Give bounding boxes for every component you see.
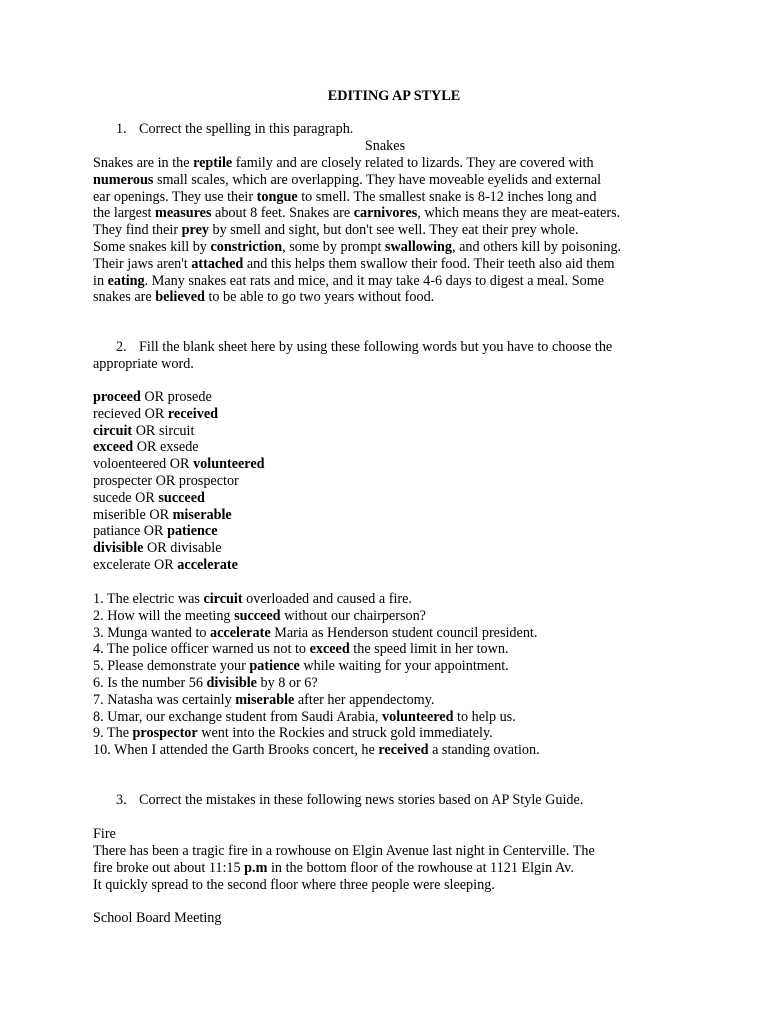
- bold-term: miserable: [235, 691, 295, 708]
- bold-term: succeed: [158, 489, 205, 506]
- sentence-item: [93, 725, 540, 742]
- story-line: [93, 860, 595, 877]
- text-run: after her appendectomy.: [294, 691, 435, 708]
- story-line: [93, 877, 595, 894]
- text-run: by smell and sight, but don't see well. They eat their prey whole.: [208, 222, 579, 239]
- story1-title: Fire: [93, 826, 116, 842]
- q1-heading: [116, 121, 353, 138]
- text-run: OR exsede: [133, 439, 199, 456]
- sentence-item: [93, 591, 540, 608]
- text-run: recieved OR: [93, 405, 168, 422]
- text-run: patiance OR: [93, 523, 168, 540]
- q1-subtitle: Snakes: [364, 138, 406, 154]
- bold-term: reptile: [193, 155, 233, 171]
- q3-instruction: Correct the mistakes in these following news stories based on AP Style Guide.: [139, 792, 584, 808]
- text-run: 3. Munga wanted to: [93, 624, 211, 641]
- bold-term: received: [378, 742, 429, 759]
- text-run: in the bottom floor of the rowhouse at 1121 Elgin Av.: [267, 859, 574, 876]
- bold-term: carnivores: [353, 205, 418, 222]
- bold-term: swallowing: [385, 238, 453, 255]
- text-run: snakes are: [93, 289, 156, 306]
- paragraph-line: [93, 155, 621, 172]
- text-run: , and others kill by poisoning.: [452, 238, 622, 255]
- word-pair: [93, 423, 265, 440]
- bold-term: constriction: [210, 238, 283, 255]
- text-run: while waiting for your appointment.: [299, 658, 509, 675]
- q1-instruction: Correct the spelling in this paragraph.: [139, 121, 354, 137]
- bold-term: tongue: [256, 188, 298, 205]
- bold-term: succeed: [234, 607, 281, 624]
- paragraph-line: [93, 189, 621, 206]
- text-run: 5. Please demonstrate your: [93, 658, 250, 675]
- text-run: the speed limit in her town.: [349, 641, 509, 658]
- bold-term: attached: [191, 255, 244, 272]
- sentence-item: [93, 692, 540, 709]
- word-pair: [93, 389, 265, 406]
- text-run: OR divisable: [143, 540, 222, 557]
- word-pair: [93, 507, 265, 524]
- bold-term: divisible: [206, 674, 257, 691]
- story-line: [93, 843, 595, 860]
- bold-term: p.m: [244, 859, 268, 876]
- text-run: fire broke out about 11:15: [93, 859, 245, 876]
- text-run: small scales, which are overlapping. They have moveable eyelids and external: [153, 171, 602, 188]
- paragraph-line: [93, 273, 621, 290]
- bold-term: circuit: [93, 422, 133, 439]
- bold-term: believed: [155, 289, 205, 306]
- bold-term: accelerate: [210, 624, 271, 641]
- text-run: There has been a tragic fire in a rowhouse on Elgin Avenue last night in Centerville. The: [93, 843, 595, 859]
- text-run: Their jaws aren't: [93, 255, 192, 272]
- text-run: prospecter OR prospector: [93, 472, 239, 489]
- text-run: about 8 feet. Snakes are: [211, 205, 354, 222]
- bold-term: exceed: [309, 641, 350, 658]
- text-run: 9. The: [93, 725, 133, 742]
- bold-term: accelerate: [177, 556, 238, 573]
- word-pair: [93, 406, 265, 423]
- text-run: in: [93, 272, 108, 289]
- bold-term: eating: [107, 272, 145, 289]
- text-run: OR prosede: [140, 389, 212, 405]
- text-run: voloenteered OR: [93, 456, 194, 473]
- text-run: miserible OR: [93, 506, 173, 523]
- story2-title: School Board Meeting: [93, 910, 222, 926]
- text-run: 7. Natasha was certainly: [93, 691, 236, 708]
- q2-word-list: [93, 389, 265, 574]
- text-run: 4. The police officer warned us not to: [93, 641, 310, 658]
- text-run: 1. The electric was: [93, 591, 204, 607]
- bold-term: miserable: [172, 506, 232, 523]
- bold-term: volunteered: [193, 456, 265, 473]
- text-run: They find their: [93, 222, 182, 239]
- text-run: overloaded and caused a fire.: [242, 591, 412, 607]
- q2-heading: [93, 339, 612, 373]
- text-run: Some snakes kill by: [93, 238, 211, 255]
- bold-term: divisible: [93, 540, 144, 557]
- word-pair: [93, 490, 265, 507]
- text-run: OR sircuit: [132, 422, 195, 439]
- text-run: and this helps them swallow their food. Their teeth also aid them: [243, 255, 615, 272]
- paragraph-line: [93, 256, 621, 273]
- text-run: to be able to go two years without food.: [204, 289, 435, 306]
- text-run: 10. When I attended the Garth Brooks concert, he: [93, 742, 379, 759]
- word-pair: [93, 456, 265, 473]
- word-pair: [93, 557, 265, 574]
- q1-number: 1.: [116, 121, 127, 137]
- text-run: Maria as Henderson student council president.: [270, 624, 538, 641]
- q2-number: 2.: [116, 339, 127, 355]
- text-run: to smell. The smallest snake is 8-12 inches long and: [297, 188, 597, 205]
- sentence-item: [93, 625, 540, 642]
- bold-term: prospector: [132, 725, 198, 742]
- text-run: Snakes are in the: [93, 155, 194, 171]
- sentence-item: [93, 608, 540, 625]
- page-title: EDITING AP STYLE: [327, 88, 461, 104]
- text-run: . Many snakes eat rats and mice, and it may take 4-6 days to digest a meal. Some: [144, 272, 605, 289]
- paragraph-line: [93, 205, 621, 222]
- sentence-item: [93, 641, 540, 658]
- story1-body: [93, 843, 595, 893]
- bold-term: patience: [167, 523, 218, 540]
- text-run: the largest: [93, 205, 155, 222]
- word-pair: [93, 540, 265, 557]
- text-run: by 8 or 6?: [256, 674, 318, 691]
- bold-term: received: [167, 405, 219, 422]
- text-run: 8. Umar, our exchange student from Saudi Arabia,: [93, 708, 383, 725]
- sentence-item: [93, 742, 540, 759]
- word-pair: [93, 523, 265, 540]
- text-run: went into the Rockies and struck gold immediately.: [197, 725, 493, 742]
- paragraph-line: [93, 239, 621, 256]
- text-run: 2. How will the meeting: [93, 607, 235, 624]
- word-pair: [93, 439, 265, 456]
- bold-term: proceed: [93, 389, 141, 405]
- q2-instruction-line1: Fill the blank sheet here by using these following words but you have to choose the: [139, 339, 613, 355]
- sentence-item: [93, 709, 540, 726]
- text-run: 6. Is the number 56: [93, 674, 207, 691]
- text-run: to help us.: [453, 708, 516, 725]
- paragraph-line: [93, 289, 621, 306]
- word-pair: [93, 473, 265, 490]
- text-run: family and are closely related to lizards. They are covered with: [232, 155, 594, 171]
- q3-heading: [116, 792, 583, 809]
- text-run: sucede OR: [93, 489, 159, 506]
- bold-term: numerous: [93, 171, 154, 188]
- paragraph-line: [93, 222, 621, 239]
- bold-term: measures: [155, 205, 212, 222]
- bold-term: exceed: [93, 439, 134, 456]
- text-run: excelerate OR: [93, 556, 178, 573]
- paragraph-line: [93, 172, 621, 189]
- q1-paragraph: [93, 155, 621, 306]
- sentence-item: [93, 658, 540, 675]
- sentence-item: [93, 675, 540, 692]
- text-run: a standing ovation.: [428, 742, 540, 759]
- text-run: without our chairperson?: [280, 607, 426, 624]
- text-run: , which means they are meat-eaters.: [417, 205, 621, 222]
- bold-term: prey: [181, 222, 209, 239]
- q2-sentence-list: [93, 591, 540, 759]
- text-run: , some by prompt: [282, 238, 386, 255]
- bold-term: circuit: [203, 591, 243, 607]
- bold-term: volunteered: [382, 708, 454, 725]
- bold-term: patience: [249, 658, 300, 675]
- text-run: ear openings. They use their: [93, 188, 257, 205]
- q2-instruction-line2: appropriate word.: [93, 355, 194, 372]
- q3-number: 3.: [116, 792, 127, 808]
- text-run: It quickly spread to the second floor where three people were sleeping.: [93, 876, 495, 893]
